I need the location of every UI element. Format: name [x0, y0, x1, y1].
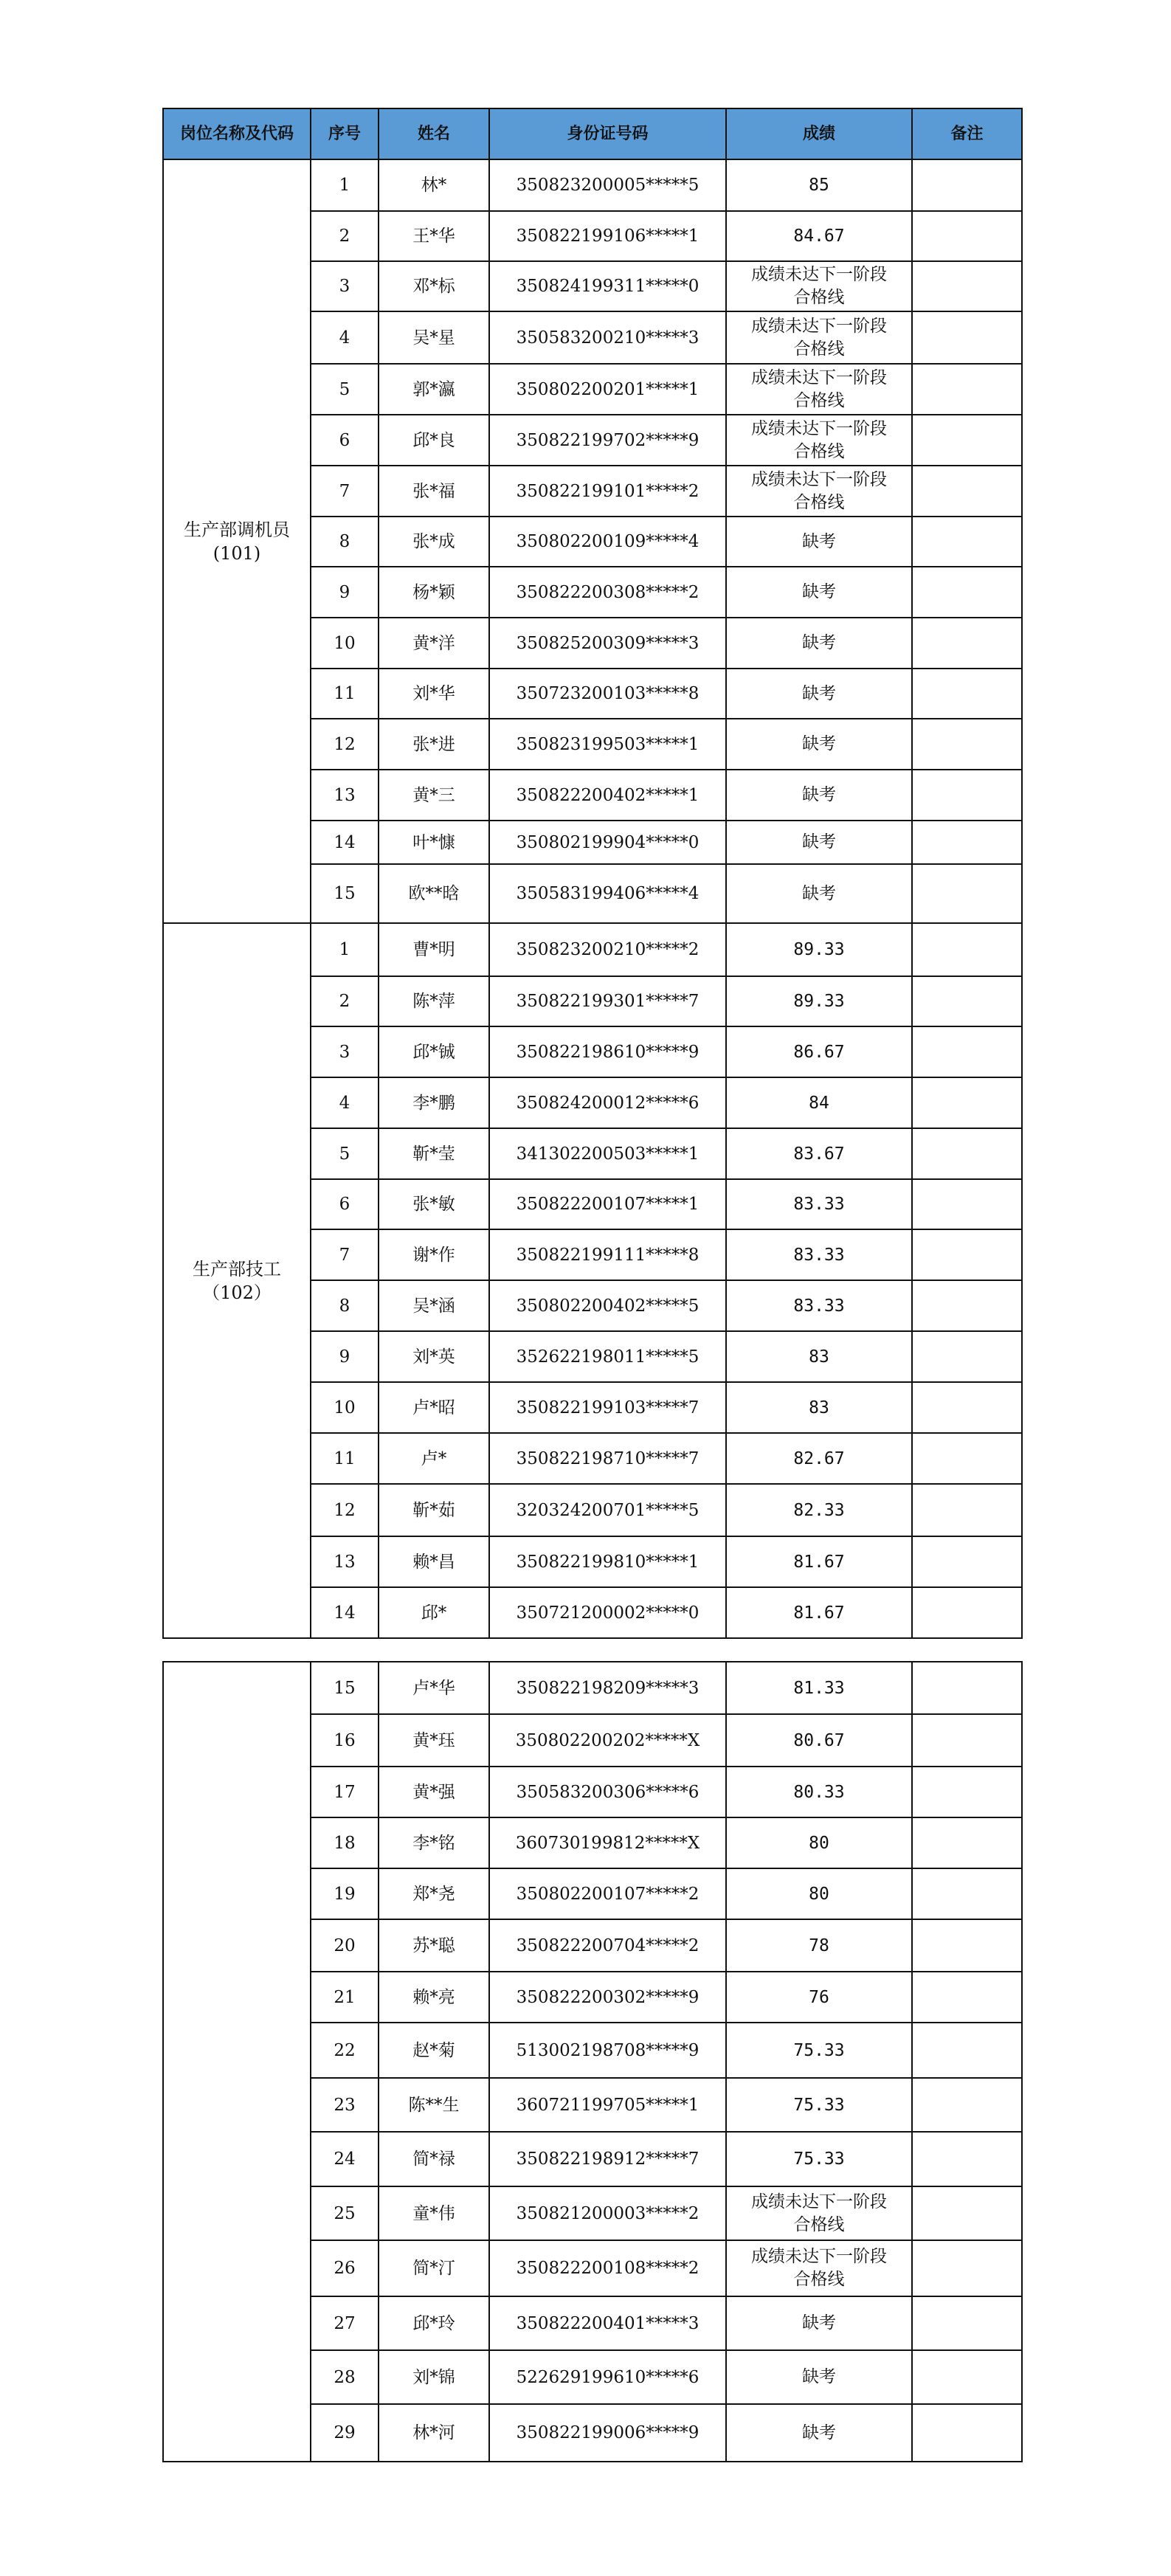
score-cell: 缺考 — [726, 821, 912, 864]
remark-cell — [912, 311, 1022, 364]
id-cell: 350822200402*****1 — [489, 770, 726, 821]
position-cell — [163, 1662, 311, 2462]
seq-cell: 15 — [311, 1662, 379, 1714]
seq-cell: 8 — [311, 517, 379, 567]
score-cell: 缺考 — [726, 2350, 912, 2404]
seq-cell: 2 — [311, 976, 379, 1026]
id-cell: 350802200402*****5 — [489, 1280, 726, 1331]
seq-cell: 15 — [311, 864, 379, 923]
score-cell: 85 — [726, 159, 912, 211]
name-cell: 李*鹏 — [379, 1077, 489, 1128]
score-cell: 84 — [726, 1077, 912, 1128]
name-cell: 靳*莹 — [379, 1128, 489, 1179]
name-cell: 卢*昭 — [379, 1382, 489, 1433]
score-cell: 80.67 — [726, 1714, 912, 1767]
seq-cell: 29 — [311, 2404, 379, 2462]
id-cell: 350802199904*****0 — [489, 821, 726, 864]
seq-cell: 25 — [311, 2186, 379, 2240]
remark-cell — [912, 1179, 1022, 1229]
table-header-row — [163, 108, 1022, 159]
name-cell: 陈**生 — [379, 2078, 489, 2132]
score-cell: 成绩未达下一阶段合格线 — [726, 415, 912, 466]
results-table-page-1 — [162, 108, 1023, 1639]
score-cell: 75.33 — [726, 2023, 912, 2078]
seq-cell: 5 — [311, 364, 379, 415]
id-cell: 350824200012*****6 — [489, 1077, 726, 1128]
id-cell: 350822198209*****3 — [489, 1662, 726, 1714]
seq-cell: 16 — [311, 1714, 379, 1767]
score-cell: 82.33 — [726, 1484, 912, 1536]
id-cell: 350822199101*****2 — [489, 466, 726, 517]
seq-cell: 3 — [311, 261, 379, 311]
remark-cell — [912, 159, 1022, 211]
id-cell: 350822200308*****2 — [489, 567, 726, 618]
name-cell: 简*禄 — [379, 2132, 489, 2186]
score-cell: 缺考 — [726, 669, 912, 719]
score-cell: 89.33 — [726, 923, 912, 976]
score-cell: 83.33 — [726, 1179, 912, 1229]
id-cell: 350583200306*****6 — [489, 1767, 726, 1817]
seq-cell: 13 — [311, 770, 379, 821]
name-cell: 林* — [379, 159, 489, 211]
score-cell: 缺考 — [726, 618, 912, 669]
id-cell: 513002198708*****9 — [489, 2023, 726, 2078]
remark-cell — [912, 1382, 1022, 1433]
remark-cell — [912, 1536, 1022, 1587]
seq-cell: 13 — [311, 1536, 379, 1587]
header-name: 姓名 — [379, 108, 489, 159]
seq-cell: 24 — [311, 2132, 379, 2186]
name-cell: 陈*萍 — [379, 976, 489, 1026]
remark-cell — [912, 1484, 1022, 1536]
id-cell: 350822199702*****9 — [489, 415, 726, 466]
seq-cell: 4 — [311, 311, 379, 364]
seq-cell: 23 — [311, 2078, 379, 2132]
seq-cell: 11 — [311, 669, 379, 719]
seq-cell: 6 — [311, 1179, 379, 1229]
id-cell: 341302200503*****1 — [489, 1128, 726, 1179]
remark-cell — [912, 415, 1022, 466]
score-cell: 缺考 — [726, 2404, 912, 2462]
position-name: 生产部技工 — [193, 1258, 281, 1280]
id-cell: 360721199705*****1 — [489, 2078, 726, 2132]
seq-cell: 21 — [311, 1972, 379, 2023]
id-cell: 350721200002*****0 — [489, 1587, 726, 1638]
id-cell: 350822199301*****7 — [489, 976, 726, 1026]
score-cell: 89.33 — [726, 976, 912, 1026]
remark-cell — [912, 1433, 1022, 1484]
score-cell: 81.67 — [726, 1587, 912, 1638]
remark-cell — [912, 976, 1022, 1026]
score-cell: 成绩未达下一阶段合格线 — [726, 364, 912, 415]
name-cell: 童*伟 — [379, 2186, 489, 2240]
name-cell: 郭*瀛 — [379, 364, 489, 415]
name-cell: 黄*强 — [379, 1767, 489, 1817]
remark-cell — [912, 1229, 1022, 1280]
name-cell: 张*福 — [379, 466, 489, 517]
name-cell: 欧**晗 — [379, 864, 489, 923]
name-cell: 刘*锦 — [379, 2350, 489, 2404]
remark-cell — [912, 1128, 1022, 1179]
name-cell: 曹*明 — [379, 923, 489, 976]
remark-cell — [912, 2240, 1022, 2296]
table-row — [163, 1662, 1022, 1714]
position-cell — [163, 923, 311, 1638]
name-cell: 苏*聪 — [379, 1919, 489, 1972]
remark-cell — [912, 1662, 1022, 1714]
remark-cell — [912, 2350, 1022, 2404]
id-cell: 350723200103*****8 — [489, 669, 726, 719]
remark-cell — [912, 669, 1022, 719]
name-cell: 赵*菊 — [379, 2023, 489, 2078]
table-row — [163, 159, 1022, 211]
score-cell: 80 — [726, 1868, 912, 1919]
remark-cell — [912, 618, 1022, 669]
seq-cell: 1 — [311, 923, 379, 976]
remark-cell — [912, 1919, 1022, 1972]
score-cell: 76 — [726, 1972, 912, 2023]
seq-cell: 19 — [311, 1868, 379, 1919]
id-cell: 320324200701*****5 — [489, 1484, 726, 1536]
id-cell: 350802200202*****X — [489, 1714, 726, 1767]
seq-cell: 20 — [311, 1919, 379, 1972]
header-id: 身份证号码 — [489, 108, 726, 159]
remark-cell — [912, 517, 1022, 567]
remark-cell — [912, 1972, 1022, 2023]
name-cell: 邱* — [379, 1587, 489, 1638]
score-cell: 缺考 — [726, 567, 912, 618]
name-cell: 邱*良 — [379, 415, 489, 466]
remark-cell — [912, 2404, 1022, 2462]
id-cell: 352622198011*****5 — [489, 1331, 726, 1382]
name-cell: 刘*华 — [379, 669, 489, 719]
position-code: (101) — [213, 542, 261, 564]
name-cell: 谢*作 — [379, 1229, 489, 1280]
score-cell: 86.67 — [726, 1026, 912, 1077]
remark-cell — [912, 1714, 1022, 1767]
score-cell: 缺考 — [726, 770, 912, 821]
score-cell: 80 — [726, 1817, 912, 1868]
score-cell: 成绩未达下一阶段合格线 — [726, 2240, 912, 2296]
table-row — [163, 923, 1022, 976]
id-cell: 350821200003*****2 — [489, 2186, 726, 2240]
seq-cell: 11 — [311, 1433, 379, 1484]
remark-cell — [912, 1587, 1022, 1638]
name-cell: 王*华 — [379, 211, 489, 261]
remark-cell — [912, 719, 1022, 770]
header-position: 岗位名称及代码 — [163, 108, 311, 159]
remark-cell — [912, 770, 1022, 821]
seq-cell: 9 — [311, 1331, 379, 1382]
remark-cell — [912, 1817, 1022, 1868]
id-cell: 350822198610*****9 — [489, 1026, 726, 1077]
name-cell: 吴*星 — [379, 311, 489, 364]
remark-cell — [912, 2078, 1022, 2132]
name-cell: 刘*英 — [379, 1331, 489, 1382]
id-cell: 350822200704*****2 — [489, 1919, 726, 1972]
seq-cell: 27 — [311, 2296, 379, 2350]
id-cell: 350822198912*****7 — [489, 2132, 726, 2186]
remark-cell — [912, 211, 1022, 261]
seq-cell: 17 — [311, 1767, 379, 1817]
seq-cell: 6 — [311, 415, 379, 466]
name-cell: 赖*亮 — [379, 1972, 489, 2023]
score-cell: 83.33 — [726, 1280, 912, 1331]
seq-cell: 14 — [311, 1587, 379, 1638]
seq-cell: 12 — [311, 719, 379, 770]
score-cell: 83 — [726, 1331, 912, 1382]
score-cell: 成绩未达下一阶段合格线 — [726, 2186, 912, 2240]
name-cell: 张*敏 — [379, 1179, 489, 1229]
header-seq: 序号 — [311, 108, 379, 159]
name-cell: 邱*铖 — [379, 1026, 489, 1077]
results-table-page-2 — [162, 1661, 1023, 2462]
seq-cell: 10 — [311, 1382, 379, 1433]
id-cell: 350802200109*****4 — [489, 517, 726, 567]
remark-cell — [912, 1026, 1022, 1077]
id-cell: 350583200210*****3 — [489, 311, 726, 364]
id-cell: 350825200309*****3 — [489, 618, 726, 669]
name-cell: 张*进 — [379, 719, 489, 770]
id-cell: 350822200302*****9 — [489, 1972, 726, 2023]
id-cell: 350822199111*****8 — [489, 1229, 726, 1280]
position-name: 生产部调机员 — [184, 519, 290, 540]
score-cell: 75.33 — [726, 2078, 912, 2132]
score-cell: 81.33 — [726, 1662, 912, 1714]
seq-cell: 9 — [311, 567, 379, 618]
name-cell: 靳*茹 — [379, 1484, 489, 1536]
name-cell: 赖*昌 — [379, 1536, 489, 1587]
score-cell: 81.67 — [726, 1536, 912, 1587]
seq-cell: 1 — [311, 159, 379, 211]
seq-cell: 12 — [311, 1484, 379, 1536]
id-cell: 350824199311*****0 — [489, 261, 726, 311]
seq-cell: 26 — [311, 2240, 379, 2296]
remark-cell — [912, 2132, 1022, 2186]
id-cell: 350822200108*****2 — [489, 2240, 726, 2296]
seq-cell: 22 — [311, 2023, 379, 2078]
seq-cell: 3 — [311, 1026, 379, 1077]
remark-cell — [912, 1280, 1022, 1331]
name-cell: 卢* — [379, 1433, 489, 1484]
score-cell: 缺考 — [726, 517, 912, 567]
id-cell: 350822200107*****1 — [489, 1179, 726, 1229]
seq-cell: 28 — [311, 2350, 379, 2404]
id-cell: 350822200401*****3 — [489, 2296, 726, 2350]
score-cell: 成绩未达下一阶段合格线 — [726, 261, 912, 311]
score-cell: 75.33 — [726, 2132, 912, 2186]
remark-cell — [912, 364, 1022, 415]
score-cell: 80.33 — [726, 1767, 912, 1817]
seq-cell: 4 — [311, 1077, 379, 1128]
position-cell — [163, 159, 311, 923]
name-cell: 叶*慷 — [379, 821, 489, 864]
id-cell: 522629199610*****6 — [489, 2350, 726, 2404]
seq-cell: 8 — [311, 1280, 379, 1331]
score-cell: 缺考 — [726, 2296, 912, 2350]
name-cell: 邱*玲 — [379, 2296, 489, 2350]
header-remark: 备注 — [912, 108, 1022, 159]
remark-cell — [912, 1331, 1022, 1382]
remark-cell — [912, 1868, 1022, 1919]
name-cell: 黄*珏 — [379, 1714, 489, 1767]
id-cell: 350802200201*****1 — [489, 364, 726, 415]
remark-cell — [912, 923, 1022, 976]
id-cell: 350802200107*****2 — [489, 1868, 726, 1919]
score-cell: 84.67 — [726, 211, 912, 261]
name-cell: 杨*颖 — [379, 567, 489, 618]
seq-cell: 5 — [311, 1128, 379, 1179]
score-cell: 82.67 — [726, 1433, 912, 1484]
remark-cell — [912, 2186, 1022, 2240]
id-cell: 350822199106*****1 — [489, 211, 726, 261]
score-cell: 缺考 — [726, 719, 912, 770]
id-cell: 350822199006*****9 — [489, 2404, 726, 2462]
name-cell: 张*成 — [379, 517, 489, 567]
remark-cell — [912, 1077, 1022, 1128]
score-cell: 78 — [726, 1919, 912, 1972]
id-cell: 350823200210*****2 — [489, 923, 726, 976]
score-cell: 缺考 — [726, 864, 912, 923]
seq-cell: 2 — [311, 211, 379, 261]
seq-cell: 18 — [311, 1817, 379, 1868]
score-cell: 83.33 — [726, 1229, 912, 1280]
id-cell: 350583199406*****4 — [489, 864, 726, 923]
name-cell: 林*河 — [379, 2404, 489, 2462]
id-cell: 350823199503*****1 — [489, 719, 726, 770]
seq-cell: 10 — [311, 618, 379, 669]
remark-cell — [912, 2296, 1022, 2350]
remark-cell — [912, 261, 1022, 311]
seq-cell: 7 — [311, 466, 379, 517]
id-cell: 360730199812*****X — [489, 1817, 726, 1868]
id-cell: 350822199810*****1 — [489, 1536, 726, 1587]
score-cell: 成绩未达下一阶段合格线 — [726, 466, 912, 517]
seq-cell: 7 — [311, 1229, 379, 1280]
id-cell: 350822199103*****7 — [489, 1382, 726, 1433]
score-cell: 成绩未达下一阶段合格线 — [726, 311, 912, 364]
name-cell: 黄*洋 — [379, 618, 489, 669]
id-cell: 350822198710*****7 — [489, 1433, 726, 1484]
remark-cell — [912, 2023, 1022, 2078]
header-score: 成绩 — [726, 108, 912, 159]
name-cell: 郑*尧 — [379, 1868, 489, 1919]
name-cell: 吴*涵 — [379, 1280, 489, 1331]
remark-cell — [912, 821, 1022, 864]
id-cell: 350823200005*****5 — [489, 159, 726, 211]
score-cell: 83 — [726, 1382, 912, 1433]
name-cell: 李*铭 — [379, 1817, 489, 1868]
name-cell: 黄*三 — [379, 770, 489, 821]
remark-cell — [912, 567, 1022, 618]
name-cell: 邓*标 — [379, 261, 489, 311]
remark-cell — [912, 864, 1022, 923]
remark-cell — [912, 466, 1022, 517]
name-cell: 卢*华 — [379, 1662, 489, 1714]
score-cell: 83.67 — [726, 1128, 912, 1179]
seq-cell: 14 — [311, 821, 379, 864]
position-code: （102） — [202, 1282, 272, 1303]
name-cell: 简*汀 — [379, 2240, 489, 2296]
remark-cell — [912, 1767, 1022, 1817]
